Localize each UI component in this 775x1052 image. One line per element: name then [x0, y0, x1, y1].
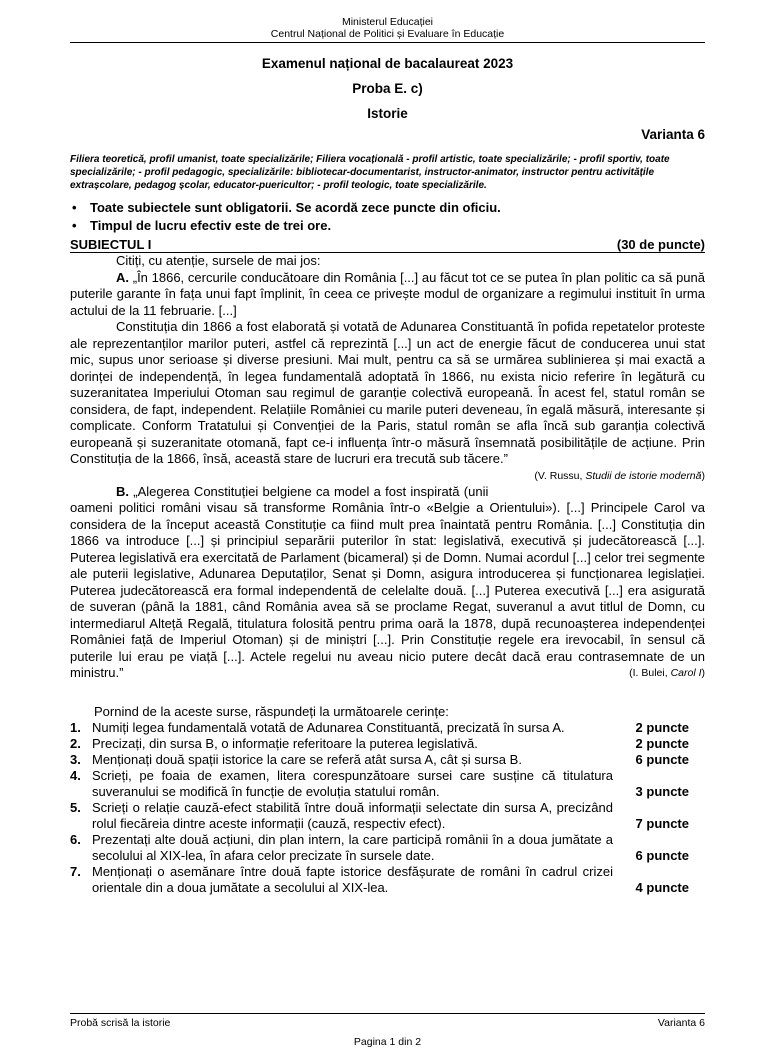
- citation-title: Studii de istorie modernă: [585, 469, 702, 482]
- question-number: 1.: [70, 720, 81, 735]
- exam-subject: Istorie: [367, 106, 408, 121]
- question-text: Prezentați alte două acțiuni, din plan intern, la care participă românii în a doua jumătate a secolului al XIX-lea, în afara celor precizate în sursele date.: [92, 832, 613, 863]
- citation-author: (I. Bulei,: [629, 667, 671, 679]
- source-b-paragraph: [70, 484, 705, 682]
- source-a-block: [70, 253, 705, 482]
- question-item: [70, 720, 705, 736]
- exam-proba: Proba E. c): [352, 81, 423, 96]
- question-text: Scrieți, pe foaia de examen, litera corespunzătoare sursei care susține că titulatura suveranului se modifică în funcție de evoluția statului român.: [92, 768, 613, 799]
- subiect-name: SUBIECTUL I: [70, 237, 152, 252]
- question-number: 6.: [70, 832, 81, 847]
- question-item: [70, 864, 705, 896]
- footer-right: Varianta 6: [657, 1017, 705, 1029]
- question-points: 6 puncte: [635, 752, 689, 767]
- question-text: Precizați, din sursa B, o informație referitoare la puterea legislativă.: [92, 736, 478, 751]
- question-item: [70, 832, 705, 864]
- source-a-text-2: Constituția din 1866 a fost elaborată și votată de Adunarea Constituantă în pofida repetatelor proteste ale reprezentanților marilor puteri, astfel că reprezintă [...] un act de energie făcut de conducerea unui stat mic, supus unor serioase și diverse presiuni. Mai mult, pentru ca să se urmărea sublinierea și mai exactă a dorinței de independență, în legea fundamentală adoptată în 1866, nu exista nicio referire în legătură cu suzeranitatea Imperiului Otoman sau regimul de garanție colectivă europeană. În acest fel, statul român se considera, de fapt, independent. Relațiile României cu marile puteri deveneau, în egală măsură, interesante și complicate. Conform Tratatului și Convenției de la Paris, statul român se afla încă sub garanția colectivă europeană și suzeranitate otomană, fapt ce-i influența într-o măsură însemnată posibilitățile de acțiune. Prin Constituția de la 1866, însă, această stare de lucruri era trecută sub tăcere.”: [70, 319, 705, 466]
- ministry-name: Ministerul Educației: [341, 16, 434, 28]
- question-points: 4 puncte: [635, 880, 689, 895]
- source-a-label: A.: [116, 269, 129, 285]
- source-a-citation: [488, 468, 705, 485]
- citation-end: ): [701, 469, 705, 482]
- question-number: 5.: [70, 800, 81, 815]
- page-number: Pagina 1 din 2: [353, 1036, 422, 1048]
- citation-author: (V. Russu,: [534, 469, 586, 482]
- rule-item: • Timpul de lucru efectiv este de trei ore.: [70, 217, 705, 235]
- question-number: 4.: [70, 768, 81, 783]
- center-name: Centrul Național de Politici și Evaluare în Educație: [270, 28, 505, 40]
- task-intro: Pornind de la aceste surse, răspundeți la următoarele cerințe:: [94, 703, 449, 719]
- header-divider: [70, 42, 705, 43]
- exam-rules: [70, 199, 705, 235]
- sources-intro: Citiți, cu atenție, sursele de mai jos:: [116, 253, 321, 268]
- exam-page: [70, 0, 705, 896]
- question-points: 6 puncte: [635, 848, 689, 863]
- subiect-points: (30 de puncte): [616, 237, 705, 252]
- source-b-citation: [583, 665, 705, 682]
- citation-end: ): [701, 667, 705, 679]
- rule-item: • Toate subiectele sunt obligatorii. Se acordă zece puncte din oficiu.: [70, 199, 705, 217]
- exam-varianta: Varianta 6: [641, 127, 705, 142]
- source-a-paragraph-2: [70, 319, 705, 482]
- question-text: Scrieți o relație cauză-efect stabilită între două informații selectate din sursa A, precizând rolul fiecăreia dintre aceste informații (cauză, respectiv efect).: [92, 800, 613, 831]
- source-b-block: [70, 484, 705, 682]
- question-item: [70, 736, 705, 752]
- question-points: 3 puncte: [635, 784, 689, 799]
- question-number: 3.: [70, 752, 81, 767]
- exam-title: Examenul național de bacalaureat 2023: [261, 56, 514, 71]
- source-a-paragraph-1: [70, 270, 705, 320]
- question-points: 2 puncte: [635, 720, 689, 735]
- source-a-text-1: „În 1866, cercurile conducătoare din România [...] au făcut tot ce se putea în plan politic ca să pună puterile garante în fața unui fapt împlinit, în ceea ce privește modul de organizare a regimului instituit în urma actului de la 11 februarie. [...]: [70, 269, 705, 318]
- question-list: [70, 720, 705, 896]
- question-text: Menționați două spații istorice la care se referă atât sursa A, cât și sursa B.: [92, 752, 522, 767]
- question-item: [70, 768, 705, 800]
- question-text: Menționați o asemănare între două fapte istorice desfășurate de români în cadrul crizei orientale din a doua jumătate a secolului al XIX-lea.: [92, 864, 613, 895]
- question-number: 2.: [70, 736, 81, 751]
- ministry-header: [70, 16, 705, 40]
- source-b-label: B.: [116, 483, 129, 499]
- question-points: 7 puncte: [635, 816, 689, 831]
- footer-left: Probă scrisă la istorie: [70, 1017, 171, 1029]
- subiect-heading: [70, 237, 705, 253]
- question-item: [70, 752, 705, 768]
- question-points: 2 puncte: [635, 736, 689, 751]
- filiera-text: Filiera teoretică, profil umanist, toate specializările; Filiera vocațională - profil artistic, toate specializările; - profil sportiv, toate specializările; - profil pedagogic, specializările: bibliotecar-documentarist, instructor-animator, instructor pentru activitățile extrașcolare, pedagog școlar, educator-puericultor; - profil teologic, toate specializările.: [70, 154, 670, 191]
- question-item: [70, 800, 705, 832]
- citation-title: Carol I: [670, 667, 702, 679]
- question-number: 7.: [70, 864, 81, 879]
- question-text: Numiți legea fundamentală votată de Adunarea Constituantă, precizată în sursa A.: [92, 720, 565, 735]
- source-b-text: „Alegerea Constituției belgiene ca model a fost inspirată (unii oameni politici români visau să transforme România într-o «Belgie a Orientului»). [...] Principele Carol va considera de la început această Constituție ca fiind mult prea înaintată pentru România. [...] Constituția din 1866 va introduce [...] și principiul separării puterilor în stat: legislativă, executivă și judecătorească [...]. Puterea legislativă era exercitată de Parlament (bicameral) și de Domn. Numai acordul [...] celor trei segmente ale puterii legislative, Adunarea Deputaților, Senat și Domn, asigura introducerea și funcționarea legislației. Puterea judecătorească era formal independentă de celelalte două. [...] Puterea executivă [...] era asigurată de suveran (până la 1881, când România avea să se proclame Regat, suveranul a avut titlul de Domn, cu intermediarul Alteță Regală, titulatura folosită pentru prima oară la 1878, după recunoașterea independenței României față de Imperiul Otoman) și de miniștri [...]. Prin Constituție regele era irevocabil, în sensul că puterile lui erau pe viață [...]. Actele regelui nu aveau nicio putere decât dacă erau contrasemnate de un ministru.”: [70, 483, 705, 680]
- page-footer: [70, 1013, 705, 1029]
